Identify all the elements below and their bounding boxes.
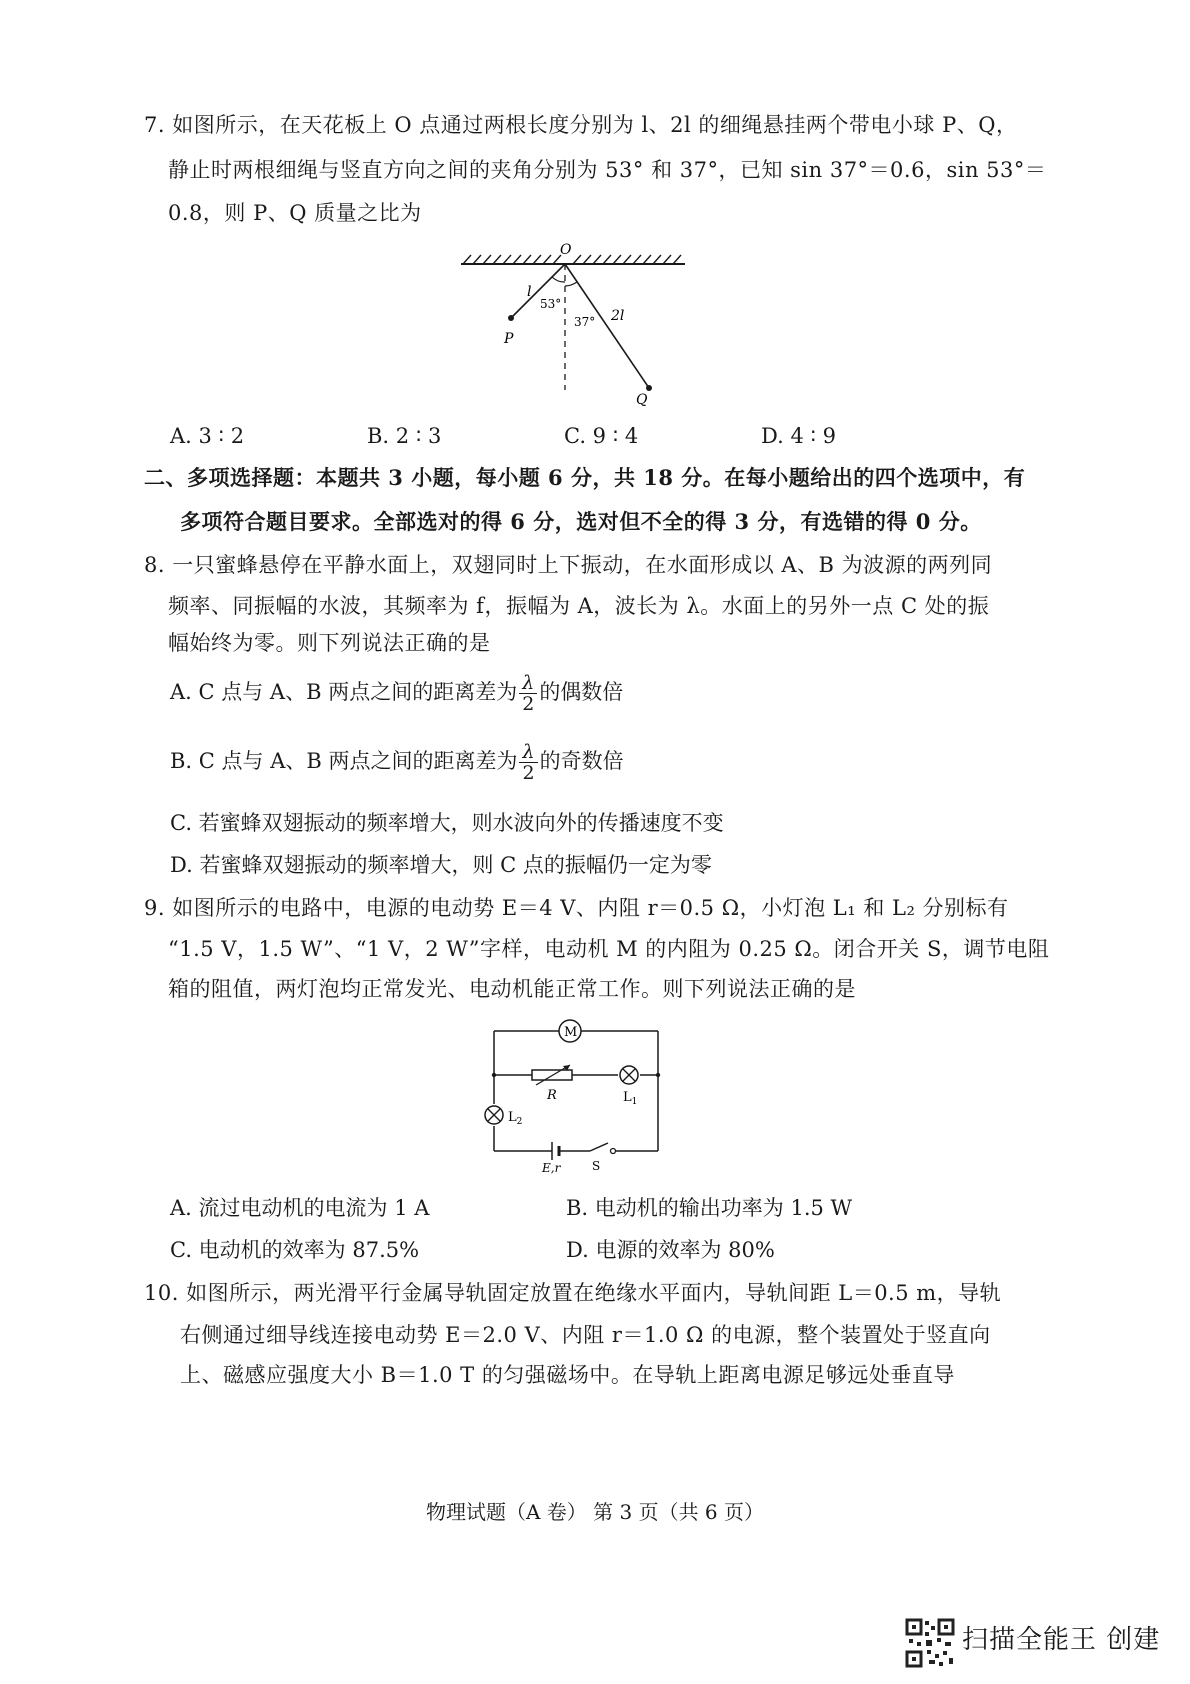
angle-53: 53° — [540, 297, 562, 311]
qr-code-icon — [905, 1618, 955, 1668]
ball-q — [646, 385, 652, 391]
q8-line-1: 8. 一只蜜蜂悬停在平静水面上，双翅同时上下振动，在水面形成以 A、B 为波源的两列同 — [144, 553, 993, 577]
angle-37: 37° — [574, 315, 596, 329]
q9-line-1: 9. 如图所示的电路中，电源的电动势 E＝4 V、内阻 r＝0.5 Ω，小灯泡 L₁ 和 L₂ 分别标有 — [144, 896, 1009, 920]
q7-option-a: A. 3 ∶ 2 — [170, 424, 245, 448]
q9-option-c: C. 电动机的效率为 87.5% — [170, 1238, 420, 1262]
q8-option-a-text: A. C 点与 A、B 两点之间的距离差为 — [170, 680, 518, 704]
label-l: l — [527, 284, 532, 300]
q8-line-3: 幅始终为零。则下列说法正确的是 — [168, 631, 491, 655]
q10-line-1: 10. 如图所示，两光滑平行金属导轨固定放置在绝缘水平面内，导轨间距 L＝0.5 m，导轨 — [144, 1281, 1002, 1305]
scanner-watermark: 扫描全能王 创建 — [962, 1625, 1161, 1655]
label-p: P — [504, 331, 514, 347]
lamp-l1-label: $L_1$ — [623, 1090, 638, 1107]
q10-line-3: 上、磁感应强度大小 B＝1.0 T 的匀强磁场中。在导轨上距离电源足够远处垂直导 — [180, 1363, 955, 1387]
q8-option-a — [170, 673, 623, 714]
lambda-half-fraction: $\frac{\lambda}{2}$ — [519, 742, 537, 783]
label-2l: 2l — [611, 308, 625, 324]
pendulum-figure — [455, 238, 695, 413]
motor-label: M — [564, 1025, 578, 1040]
q7-option-c: C. 9 ∶ 4 — [564, 424, 639, 448]
label-o: O — [560, 242, 572, 258]
q8-option-d: D. 若蜜蜂双翅振动的频率增大，则 C 点的振幅仍一定为零 — [170, 853, 712, 877]
q8-option-a-suffix: 的偶数倍 — [539, 680, 624, 704]
ball-p — [508, 315, 514, 321]
switch-contact — [611, 1149, 616, 1154]
q7-option-d: D. 4 ∶ 9 — [761, 424, 836, 448]
battery-symbol — [552, 1142, 559, 1160]
q7-line-2: 静止时两根细绳与竖直方向之间的夹角分别为 53° 和 37°，已知 sin 37°＝0.6，sin 53°＝ — [168, 158, 1047, 182]
q7-option-b: B. 2 ∶ 3 — [367, 424, 442, 448]
page-footer: 物理试题（A 卷） 第 3 页（共 6 页） — [425, 1500, 765, 1524]
lamp-l2-symbol — [485, 1106, 503, 1124]
q8-line-2: 频率、同振幅的水波，其频率为 f，振幅为 A，波长为 λ。水面上的另外一点 C 处的振 — [168, 594, 990, 618]
q9-option-b: B. 电动机的输出功率为 1.5 W — [566, 1196, 853, 1220]
q8-option-b-suffix: 的奇数倍 — [539, 749, 624, 773]
q8-option-b — [170, 742, 624, 783]
section2-header-line-1: 二、多项选择题：本题共 3 小题，每小题 6 分，共 18 分。在每小题给出的四个选项中，有 — [144, 465, 1026, 490]
section2-header-line-2: 多项符合题目要求。全部选对的得 6 分，选对但不全的得 3 分，有选错的得 0 分。 — [180, 509, 982, 534]
node-right — [656, 1073, 660, 1077]
q7-line-3: 0.8，则 P、Q 质量之比为 — [168, 201, 422, 225]
q9-option-d: D. 电源的效率为 80% — [566, 1238, 775, 1262]
circuit-diagram — [478, 1015, 678, 1175]
q9-line-3: 箱的阻值，两灯泡均正常发光、电动机能正常工作。则下列说法正确的是 — [168, 977, 856, 1001]
resistor-label: R — [547, 1088, 557, 1103]
lamp-l1-symbol — [620, 1066, 638, 1084]
switch-label: S — [592, 1159, 601, 1173]
lambda-half-fraction: $\frac{\lambda}{2}$ — [519, 673, 537, 714]
source-label: E,r — [542, 1161, 561, 1175]
q9-line-2: “1.5 V，1.5 W”、“1 V，2 W”字样，电动机 M 的内阻为 0.25 Ω。闭合开关 S，调节电阻 — [168, 937, 1050, 961]
q10-line-2: 右侧通过细导线连接电动势 E＝2.0 V、内阻 r＝1.0 Ω 的电源，整个装置处于竖直向 — [180, 1323, 991, 1347]
q9-option-a: A. 流过电动机的电流为 1 A — [170, 1196, 430, 1220]
q8-option-c: C. 若蜜蜂双翅振动的频率增大，则水波向外的传播速度不变 — [170, 811, 724, 835]
node-left — [492, 1073, 496, 1077]
label-q: Q — [636, 392, 648, 408]
q8-option-b-text: B. C 点与 A、B 两点之间的距离差为 — [170, 749, 518, 773]
q7-line-1: 7. 如图所示，在天花板上 O 点通过两根长度分别为 l、2l 的细绳悬挂两个带电小球 P、Q， — [144, 113, 1018, 137]
lamp-l2-label: $L_2$ — [508, 1110, 523, 1127]
